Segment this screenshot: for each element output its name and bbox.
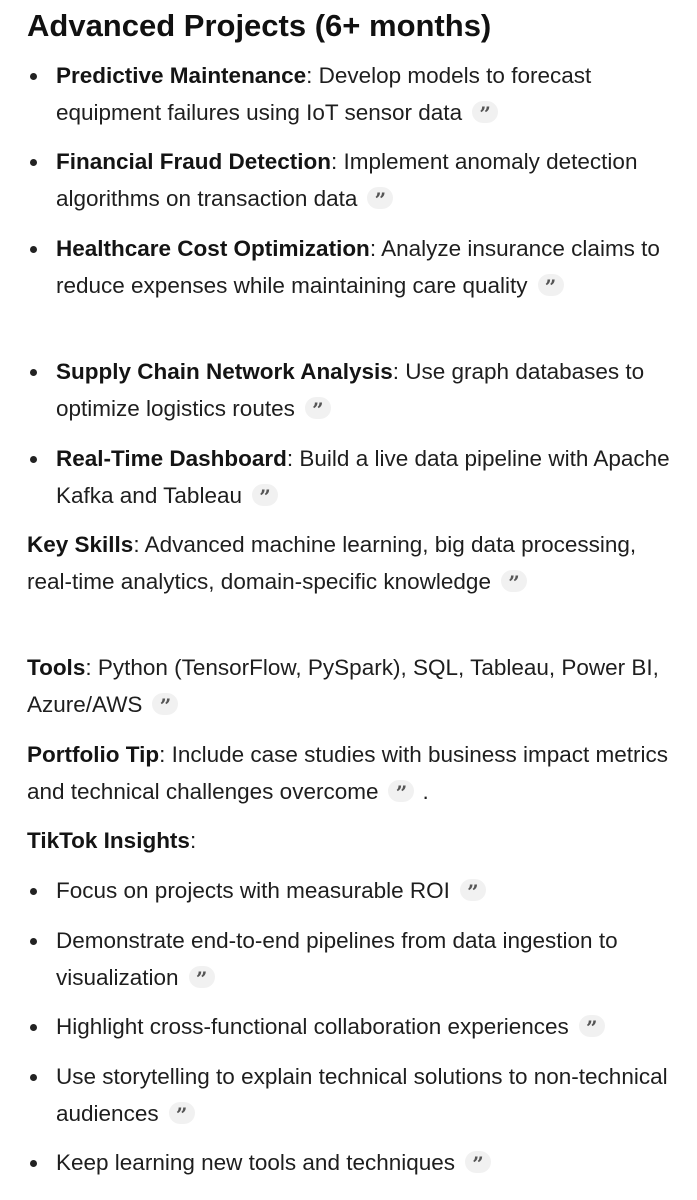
bullet-dot [30,159,37,166]
key-skills-label: Key Skills [27,532,134,557]
insight-item [27,873,672,910]
insight-text: Keep learning new tools and techniques [56,1150,456,1175]
quote-citation-icon[interactable] [152,693,178,715]
project-title: Predictive Maintenance [56,63,307,88]
quote-citation-icon[interactable] [305,397,331,419]
tools-label: Tools [27,655,86,680]
project-description: : Analyze insurance claims to reduce expenses while maintaining care quality [56,236,660,298]
bullet-dot [30,1024,37,1031]
insight-item [27,1059,672,1132]
insight-item [27,1145,672,1182]
quote-citation-icon[interactable] [501,570,527,592]
project-description: : Use graph databases to optimize logistics routes [56,359,645,421]
project-item-financial-fraud-detection [27,144,672,217]
project-description: : Implement anomaly detection algorithms on transaction data [56,149,638,211]
project-title: Healthcare Cost Optimization [56,236,370,261]
project-item-healthcare-cost-optimization [27,231,672,304]
quote-citation-icon[interactable] [169,1102,195,1124]
quote-citation-icon[interactable] [472,101,498,123]
bullet-dot [30,1160,37,1167]
tools-text: : Python (TensorFlow, PySpark), SQL, Tableau, Power BI, Azure/AWS [27,655,659,717]
quote-citation-icon[interactable] [465,1151,491,1173]
tiktok-insights-suffix: : [189,828,197,853]
bullet-dot [30,369,37,376]
project-item-predictive-maintenance [27,58,672,131]
quote-citation-icon[interactable] [189,966,215,988]
bullet-dot [30,246,37,253]
key-skills-paragraph [27,527,677,600]
quote-citation-icon[interactable] [538,274,564,296]
quote-citation-icon[interactable] [460,879,486,901]
bullet-dot [30,888,37,895]
quote-citation-icon[interactable] [388,780,414,802]
portfolio-tip-text: : Include case studies with business impact metrics and technical challenges overcome [27,742,669,804]
project-description: : Develop models to forecast equipment failures using IoT sensor data [56,63,592,125]
project-title: Real-Time Dashboard [56,446,287,471]
insight-text: Highlight cross-functional collaboration experiences [56,1014,569,1039]
quote-citation-icon[interactable] [252,484,278,506]
project-title: Supply Chain Network Analysis [56,359,393,384]
bullet-dot [30,938,37,945]
portfolio-tip-label: Portfolio Tip [27,742,160,767]
trailing-period: . [422,778,429,804]
insight-text: Use storytelling to explain technical solutions to non-technical audiences [56,1064,668,1126]
bullet-dot [30,456,37,463]
quote-citation-icon[interactable] [367,187,393,209]
tools-paragraph [27,650,677,723]
tiktok-insights-heading [27,823,677,860]
project-item-real-time-dashboard [27,441,672,514]
tiktok-insights-label: TikTok Insights [27,828,190,853]
project-description: : Build a live data pipeline with Apache Kafka and Tableau [56,446,670,508]
insight-text: Focus on projects with measurable ROI [56,878,450,903]
bullet-dot [30,73,37,80]
project-title: Financial Fraud Detection [56,149,332,174]
insight-item [27,923,672,996]
quote-citation-icon[interactable] [579,1015,605,1037]
portfolio-tip-paragraph [27,737,677,810]
insight-item [27,1009,672,1046]
insight-text: Demonstrate end-to-end pipelines from data ingestion to visualization [56,928,618,990]
project-item-supply-chain-network-analysis [27,354,672,427]
key-skills-text: : Advanced machine learning, big data processing, real-time analytics, domain-specific knowledge [27,532,637,594]
section-heading: Advanced Projects (6+ months) [27,8,492,43]
bullet-dot [30,1074,37,1081]
